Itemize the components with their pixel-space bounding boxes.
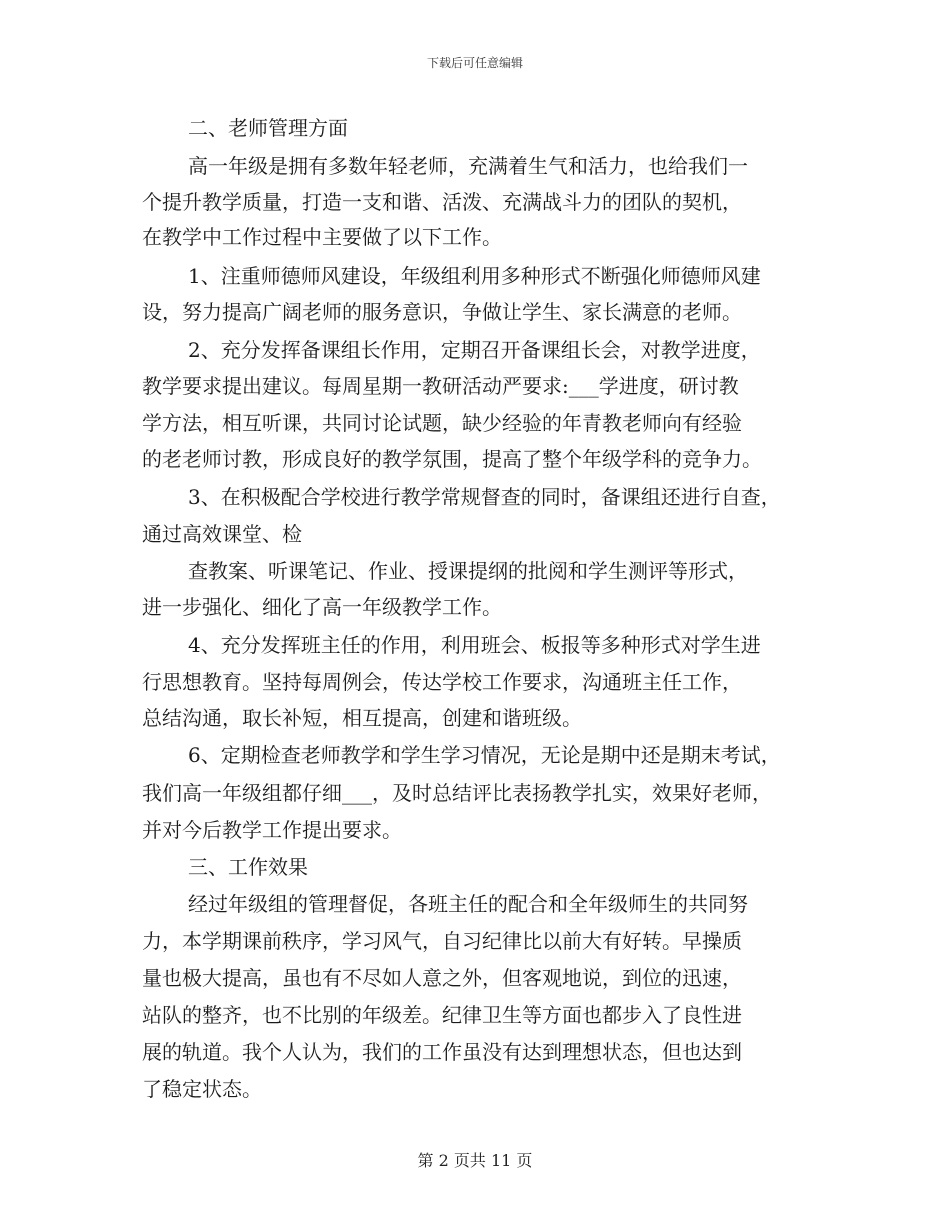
section-heading: 三、工作效果 — [188, 855, 308, 879]
header-note: 下载后可任意编辑 — [426, 56, 523, 70]
body-line: 6、定期检查老师教学和学生学习情况，无论是期中还是期末考试， — [188, 743, 781, 767]
body-line: 站队的整齐，也不比别的年级差。纪律卫生等方面也都步入了良性进 — [142, 1003, 742, 1027]
body-line: 设，努力提高广阔老师的服务意识，争做让学生、家长满意的老师。 — [142, 300, 742, 324]
body-line: 3、在积极配合学校进行教学常规督查的同时，备课组还进行自查， — [188, 485, 781, 509]
body-line: 高一年级是拥有多数年轻老师，充满着生气和活力，也给我们一 — [188, 154, 748, 178]
body-line: 学方法，相互听课，共同讨论试题，缺少经验的年青教老师向有经验 — [142, 411, 742, 435]
body-line: 个提升教学质量，打造一支和谐、活泼、充满战斗力的团队的契机， — [142, 190, 742, 214]
body-line: 教学要求提出建议。每周星期一教研活动严要求:___学进度，研讨教 — [142, 374, 739, 398]
body-line: 进一步强化、细化了高一年级教学工作。 — [142, 595, 502, 619]
body-line: 1、注重师德师风建设，年级组利用多种形式不断强化师德师风建 — [188, 264, 761, 288]
body-line: 在教学中工作过程中主要做了以下工作。 — [142, 225, 502, 249]
page-number: 第 2 页共 11 页 — [417, 1151, 533, 1170]
body-line: 我们高一年级组都仔细___，及时总结评比表扬教学扎实，效果好老师， — [142, 781, 772, 805]
body-line: 4、充分发挥班主任的作用，利用班会、板报等多种形式对学生进 — [188, 633, 761, 657]
section-heading: 二、老师管理方面 — [188, 116, 348, 140]
body-line: 了稳定状态。 — [142, 1077, 262, 1101]
body-line: 力，本学期课前秩序，学习风气，自习纪律比以前大有好转。早操质 — [142, 929, 742, 953]
body-line: 并对今后教学工作提出要求。 — [142, 818, 402, 842]
body-line: 的老老师讨教，形成良好的教学氛围，提高了整个年级学科的竞争力。 — [142, 447, 762, 471]
body-line: 量也极大提高，虽也有不尽如人意之外，但客观地说，到位的迅速， — [142, 966, 742, 990]
body-line: 行思想教育。坚持每周例会，传达学校工作要求，沟通班主任工作， — [142, 670, 742, 694]
body-line: 总结沟通，取长补短，相互提高，创建和谐班级。 — [142, 706, 582, 730]
body-line: 经过年级组的管理督促，各班主任的配合和全年级师生的共同努 — [188, 892, 748, 916]
body-line: 通过高效课堂、检 — [142, 522, 302, 546]
body-line: 展的轨道。我个人认为，我们的工作虽没有达到理想状态，但也达到 — [142, 1040, 742, 1064]
body-line: 2、充分发挥备课组长作用，定期召开备课组长会，对教学进度， — [188, 338, 761, 362]
body-line: 查教案、听课笔记、作业、授课提纲的批阅和学生测评等形式， — [188, 559, 748, 583]
